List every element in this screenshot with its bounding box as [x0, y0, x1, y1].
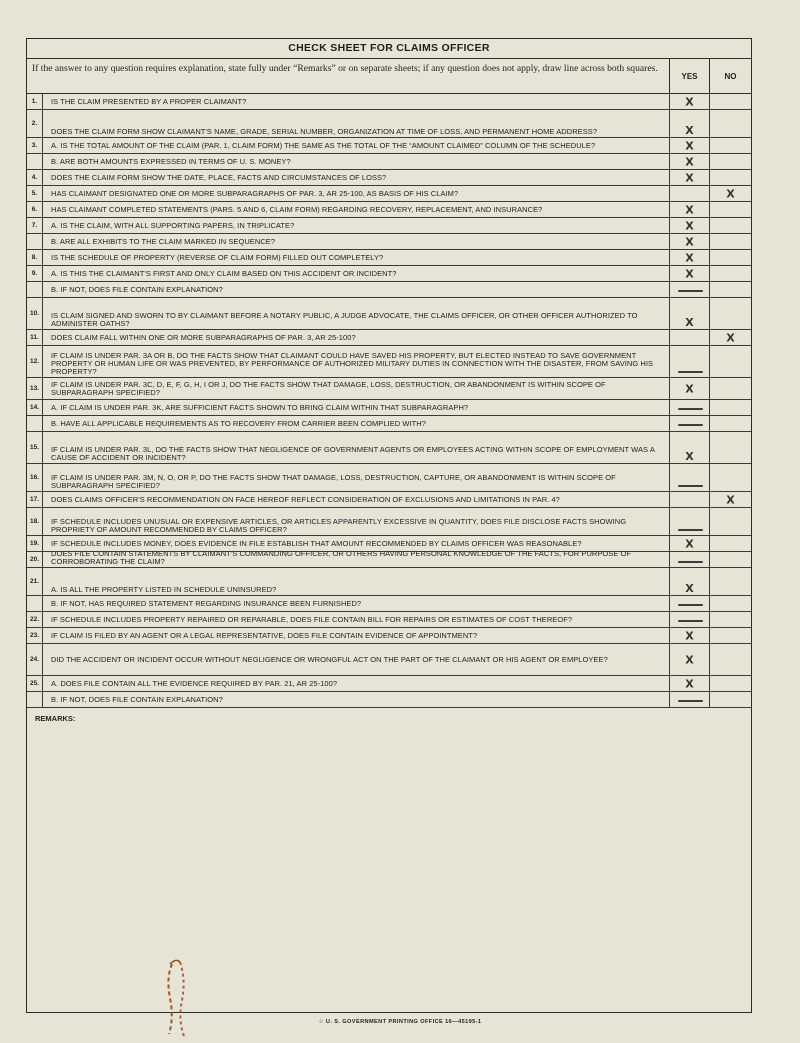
no-checkbox[interactable] [709, 536, 751, 551]
question-text: A. IS THE TOTAL AMOUNT OF THE CLAIM (PAR. 1, CLAIM FORM) THE SAME AS THE TOTAL OF THE “AMOUNT CLAIMED” COLUMN OF THE SCHEDULE? [51, 140, 596, 150]
question-row [27, 282, 751, 298]
question-text-cell [43, 552, 669, 567]
check-mark: X [685, 155, 694, 168]
yes-checkbox[interactable] [669, 612, 709, 627]
yes-checkbox[interactable] [669, 676, 709, 691]
question-text: B. IF NOT, HAS REQUIRED STATEMENT REGARDING INSURANCE BEEN FURNISHED? [51, 598, 362, 608]
question-text: B. ARE BOTH AMOUNTS EXPRESSED IN TERMS OF U. S. MONEY? [51, 156, 291, 166]
no-checkbox[interactable] [709, 596, 751, 611]
not-applicable-line [678, 485, 703, 487]
printer-footer: ☆ U. S. GOVERNMENT PRINTING OFFICE 16—45195-1 [318, 1019, 482, 1025]
question-text-cell [43, 250, 669, 265]
question-number: 5. [27, 186, 43, 201]
question-row [27, 400, 751, 416]
check-mark: X [685, 139, 694, 152]
no-checkbox[interactable] [709, 612, 751, 627]
question-text-cell [43, 400, 669, 415]
question-text: B. HAVE ALL APPLICABLE REQUIREMENTS AS TO RECOVERY FROM CARRIER BEEN COMPLIED WITH? [51, 418, 426, 428]
question-number [27, 234, 43, 249]
yes-checkbox[interactable] [669, 400, 709, 415]
question-row [27, 416, 751, 432]
no-checkbox[interactable] [709, 692, 751, 707]
not-applicable-line [678, 604, 703, 606]
question-text: DID THE ACCIDENT OR INCIDENT OCCUR WITHOUT NEGLIGENCE OR WRONGFUL ACT ON THE PART OF THE CLAIMANT OR HIS AGENT OR EMPLOYEE? [51, 654, 608, 664]
yes-checkbox[interactable] [669, 464, 709, 491]
yes-checkbox[interactable] [669, 154, 709, 169]
question-row [27, 568, 751, 596]
question-row [27, 218, 751, 234]
no-checkbox[interactable] [709, 154, 751, 169]
question-text-cell [43, 110, 669, 137]
question-text: B. IF NOT, DOES FILE CONTAIN EXPLANATION? [51, 694, 223, 704]
yes-checkbox[interactable] [669, 432, 709, 463]
no-checkbox[interactable] [709, 266, 751, 281]
no-checkbox[interactable] [709, 464, 751, 491]
check-mark: X [685, 95, 694, 108]
yes-checkbox[interactable] [669, 378, 709, 399]
no-checkbox[interactable] [709, 250, 751, 265]
yes-checkbox[interactable] [669, 110, 709, 137]
yes-checkbox[interactable] [669, 692, 709, 707]
question-text-cell [43, 644, 669, 675]
not-applicable-line [678, 561, 703, 563]
question-row [27, 536, 751, 552]
no-checkbox[interactable] [709, 202, 751, 217]
no-checkbox[interactable] [709, 110, 751, 137]
question-row [27, 644, 751, 676]
question-text: DOES THE CLAIM FORM SHOW CLAIMANT'S NAME, GRADE, SERIAL NUMBER, ORGANIZATION AT TIME OF LOSS, AND PERMANENT HOME ADDRESS? [51, 127, 598, 136]
no-checkbox[interactable] [709, 676, 751, 691]
yes-checkbox[interactable] [669, 536, 709, 551]
question-number: 20. [27, 552, 43, 567]
yes-checkbox[interactable] [669, 218, 709, 233]
question-row [27, 170, 751, 186]
question-text-cell [43, 508, 669, 535]
no-checkbox[interactable] [709, 400, 751, 415]
check-sheet [26, 38, 752, 1013]
question-text: IF SCHEDULE INCLUDES MONEY, DOES EVIDENCE IN FILE ESTABLISH THAT AMOUNT RECOMMENDED BY CLAIMS OFFICER WAS REASONABLE? [51, 538, 582, 548]
form-title: CHECK SHEET FOR CLAIMS OFFICER [27, 39, 751, 59]
question-row [27, 186, 751, 202]
question-row [27, 492, 751, 508]
question-text-cell [43, 692, 669, 707]
not-applicable-line [678, 529, 703, 531]
question-text-cell [43, 330, 669, 345]
question-number: 18. [27, 508, 43, 535]
question-text-cell [43, 202, 669, 217]
remarks-label: REMARKS: [35, 714, 76, 723]
question-row [27, 596, 751, 612]
question-text-cell [43, 218, 669, 233]
check-mark: X [685, 219, 694, 232]
question-text-cell [43, 536, 669, 551]
question-row [27, 692, 751, 708]
question-text: IS THE CLAIM PRESENTED BY A PROPER CLAIMANT? [51, 96, 247, 106]
question-number: 16. [27, 464, 43, 491]
question-text: IF SCHEDULE INCLUDES PROPERTY REPAIRED OR REPARABLE, DOES FILE CONTAIN BILL FOR REPAIRS OR ESTIMATES OF COST THEREOF? [51, 614, 573, 624]
no-checkbox[interactable] [709, 234, 751, 249]
question-number: 3. [27, 138, 43, 153]
yes-checkbox[interactable] [669, 508, 709, 535]
question-text-cell [43, 282, 669, 297]
question-text-cell [43, 138, 669, 153]
question-number: 12. [27, 346, 43, 377]
yes-checkbox[interactable] [669, 552, 709, 567]
question-text-cell [43, 596, 669, 611]
question-text: DOES CLAIMS OFFICER'S RECOMMENDATION ON FACE HEREOF REFLECT CONSIDERATION OF EXCLUSIONS AND LIMITATIONS IN PAR. 4? [51, 494, 560, 504]
question-text-cell [43, 298, 669, 329]
yes-checkbox[interactable] [669, 94, 709, 109]
not-applicable-line [678, 424, 703, 426]
question-text-cell [43, 416, 669, 431]
question-text: A. IS THIS THE CLAIMANT'S FIRST AND ONLY CLAIM BASED ON THIS ACCIDENT OR INCIDENT? [51, 268, 397, 278]
no-checkbox[interactable] [709, 186, 751, 201]
check-mark: X [685, 171, 694, 184]
question-list [27, 94, 751, 708]
yes-checkbox[interactable] [669, 138, 709, 153]
question-text-cell [43, 170, 669, 185]
yes-checkbox[interactable] [669, 492, 709, 507]
check-mark: X [685, 203, 694, 216]
question-number [27, 282, 43, 297]
yes-checkbox[interactable] [669, 186, 709, 201]
question-number: 14. [27, 400, 43, 415]
question-text: IF SCHEDULE INCLUDES UNUSUAL OR EXPENSIVE ARTICLES, OR ARTICLES APPARENTLY EXCESSIVE IN QUANTITY, DOES FILE DISCLOSE FACTS SHOWING PROPRIETY OF AMOUNT RECOMMENDED BY CLAIMS OFFICER? [51, 517, 627, 534]
question-text: IF CLAIM IS FILED BY AN AGENT OR A LEGAL REPRESENTATIVE, DOES FILE CONTAIN EVIDENCE OF APPOINTMENT? [51, 630, 478, 640]
no-checkbox[interactable] [709, 432, 751, 463]
question-row [27, 378, 751, 400]
yes-checkbox[interactable] [669, 644, 709, 675]
question-text-cell [43, 432, 669, 463]
question-number: 17. [27, 492, 43, 507]
question-number: 10. [27, 298, 43, 329]
question-number [27, 596, 43, 611]
question-text-cell [43, 94, 669, 109]
staple-mark [160, 958, 196, 1038]
no-checkbox[interactable] [709, 218, 751, 233]
no-checkbox[interactable] [709, 94, 751, 109]
question-text: B. ARE ALL EXHIBITS TO THE CLAIM MARKED IN SEQUENCE? [51, 236, 276, 246]
yes-checkbox[interactable] [669, 282, 709, 297]
question-number [27, 692, 43, 707]
yes-checkbox[interactable] [669, 568, 709, 595]
question-number: 1. [27, 94, 43, 109]
question-number [27, 154, 43, 169]
question-number: 22. [27, 612, 43, 627]
question-text: A. DOES FILE CONTAIN ALL THE EVIDENCE REQUIRED BY PAR. 21, AR 25-100? [51, 678, 338, 688]
question-text: HAS CLAIMANT COMPLETED STATEMENTS (PARS. 5 AND 6, CLAIM FORM) REGARDING RECOVERY, REPLACEMENT, AND INSURANCE? [51, 204, 543, 214]
no-checkbox[interactable] [709, 170, 751, 185]
check-mark: X [685, 267, 694, 280]
question-number: 23. [27, 628, 43, 643]
question-text: IS THE SCHEDULE OF PROPERTY (REVERSE OF CLAIM FORM) FILLED OUT COMPLETELY? [51, 252, 384, 262]
question-row [27, 346, 751, 378]
question-row [27, 154, 751, 170]
question-text-cell [43, 234, 669, 249]
not-applicable-line [678, 408, 703, 410]
yes-checkbox[interactable] [669, 266, 709, 281]
question-text: DOES THE CLAIM FORM SHOW THE DATE, PLACE, FACTS AND CIRCUMSTANCES OF LOSS? [51, 172, 387, 182]
question-text: IF CLAIM IS UNDER PAR. 3L, DO THE FACTS SHOW THAT NEGLIGENCE OF GOVERNMENT AGENTS OR EMPLOYEES ACTING WITHIN SCOPE OF EMPLOYMENT WAS A CAUSE OF ACCIDENT OR INCIDENT? [51, 445, 655, 462]
question-number: 25. [27, 676, 43, 691]
yes-checkbox[interactable] [669, 170, 709, 185]
question-row [27, 612, 751, 628]
question-number: 21. [27, 568, 43, 595]
question-text-cell [43, 628, 669, 643]
yes-checkbox[interactable] [669, 234, 709, 249]
no-checkbox[interactable] [709, 628, 751, 643]
not-applicable-line [678, 700, 703, 702]
question-number: 2. [27, 110, 43, 137]
yes-checkbox[interactable] [669, 596, 709, 611]
question-text-cell [43, 464, 669, 491]
question-row [27, 330, 751, 346]
question-text: A. IF CLAIM IS UNDER PAR. 3K, ARE SUFFICIENT FACTS SHOWN TO BRING CLAIM WITHIN THAT SUBPARAGRAPH? [51, 402, 469, 412]
no-column-header: NO [709, 59, 751, 93]
question-text: A. IS THE CLAIM, WITH ALL SUPPORTING PAPERS, IN TRIPLICATE? [51, 220, 295, 230]
no-checkbox[interactable] [709, 416, 751, 431]
question-text-cell [43, 266, 669, 281]
question-text-cell [43, 186, 669, 201]
no-checkbox[interactable] [709, 378, 751, 399]
question-text-cell [43, 154, 669, 169]
question-number: 19. [27, 536, 43, 551]
question-row [27, 266, 751, 282]
check-mark: X [685, 382, 694, 395]
yes-checkbox[interactable] [669, 330, 709, 345]
check-mark: X [685, 537, 694, 550]
yes-checkbox[interactable] [669, 250, 709, 265]
question-text: IF CLAIM IS UNDER PAR. 3A OR B, DO THE FACTS SHOW THAT CLAIMANT COULD HAVE SAVED HIS PROPERTY, BUT ELECTED INSTEAD TO SAVE GOVERNMENT PROPERTY OR HUMAN LIFE OR WAS PREVENTED, BY PERFORMANCE OF AUTHORIZED MILITARY DUTIES IN CONNECTION WITH THE DISASTER, FROM SAVING HIS PROPERTY? [51, 351, 654, 376]
question-row [27, 110, 751, 138]
check-mark: X [685, 251, 694, 264]
question-number [27, 416, 43, 431]
question-row [27, 464, 751, 492]
yes-checkbox[interactable] [669, 298, 709, 329]
yes-checkbox[interactable] [669, 628, 709, 643]
check-mark: X [685, 235, 694, 248]
yes-checkbox[interactable] [669, 346, 709, 377]
no-checkbox[interactable] [709, 330, 751, 345]
yes-checkbox[interactable] [669, 202, 709, 217]
no-checkbox[interactable] [709, 138, 751, 153]
no-checkbox[interactable] [709, 508, 751, 535]
question-row [27, 202, 751, 218]
yes-column-header: YES [669, 59, 709, 93]
question-text-cell [43, 492, 669, 507]
not-applicable-line [678, 620, 703, 622]
no-checkbox[interactable] [709, 298, 751, 329]
question-row [27, 94, 751, 110]
question-text-cell [43, 612, 669, 627]
question-row [27, 250, 751, 266]
no-checkbox[interactable] [709, 568, 751, 595]
question-text: DOES FILE CONTAIN STATEMENTS BY CLAIMANT'S COMMANDING OFFICER, OR OTHERS HAVING PERSONAL KNOWLEDGE OF THE FACTS, FOR PURPOSE OF CORROBORATING THE CLAIM? [51, 552, 632, 566]
question-text-cell [43, 346, 669, 377]
question-row [27, 628, 751, 644]
check-mark: X [685, 582, 694, 595]
check-mark: X [685, 450, 694, 463]
question-row [27, 552, 751, 568]
check-mark: X [685, 316, 694, 329]
question-text: DOES CLAIM FALL WITHIN ONE OR MORE SUBPARAGRAPHS OF PAR. 3, AR 25-100? [51, 332, 356, 342]
check-mark: X [685, 653, 694, 666]
question-row [27, 298, 751, 330]
question-text: IF CLAIM IS UNDER PAR. 3M, N, O, OR P, DO THE FACTS SHOW THAT DAMAGE, LOSS, DESTRUCTION, CAPTURE, OR ABANDONMENT IS WITHIN SCOPE OF SUBPARAGRAPH SPECIFIED? [51, 473, 616, 490]
question-number: 4. [27, 170, 43, 185]
no-checkbox[interactable] [709, 282, 751, 297]
question-text: IS CLAIM SIGNED AND SWORN TO BY CLAIMANT BEFORE A NOTARY PUBLIC, A JUDGE ADVOCATE, THE CLAIMS OFFICER, OR OTHER OFFICER AUTHORIZED TO ADMINISTER OATHS? [51, 311, 638, 328]
check-mark: X [726, 187, 735, 200]
no-checkbox[interactable] [709, 552, 751, 567]
printer-footer-text: U. S. GOVERNMENT PRINTING OFFICE 16—45195-1 [325, 1019, 482, 1025]
question-row [27, 432, 751, 464]
not-applicable-line [678, 371, 703, 373]
question-text: A. IS ALL THE PROPERTY LISTED IN SCHEDULE UNINSURED? [51, 585, 277, 594]
question-number: 13. [27, 378, 43, 399]
check-mark: X [685, 124, 694, 137]
check-mark: X [685, 629, 694, 642]
question-number: 8. [27, 250, 43, 265]
question-text-cell [43, 568, 669, 595]
not-applicable-line [678, 290, 703, 292]
question-text: IF CLAIM IS UNDER PAR. 3C, D, E, F, G, H, I OR J, DO THE FACTS SHOW THAT DAMAGE, LOSS, DESTRUCTION, OR ABANDONMENT IS WITHIN SCOPE OF SUBPARAGRAPH SPECIFIED? [51, 379, 606, 397]
check-mark: X [726, 493, 735, 506]
question-number: 7. [27, 218, 43, 233]
question-number: 24. [27, 644, 43, 675]
no-checkbox[interactable] [709, 644, 751, 675]
question-row [27, 676, 751, 692]
check-mark: X [685, 677, 694, 690]
question-number: 9. [27, 266, 43, 281]
question-number: 6. [27, 202, 43, 217]
question-row [27, 234, 751, 250]
yes-checkbox[interactable] [669, 416, 709, 431]
no-checkbox[interactable] [709, 346, 751, 377]
question-row [27, 138, 751, 154]
check-mark: X [726, 331, 735, 344]
question-row [27, 508, 751, 536]
question-text: HAS CLAIMANT DESIGNATED ONE OR MORE SUBPARAGRAPHS OF PAR. 3, AR 25-100, AS BASIS OF HIS CLAIM? [51, 188, 459, 198]
question-number: 11. [27, 330, 43, 345]
question-text-cell [43, 378, 669, 399]
question-number: 15. [27, 432, 43, 463]
instructions: If the answer to any question requires explanation, state fully under “Remarks” or on separate sheets; if any question does not apply, draw line across both squares. [32, 63, 658, 74]
question-text: B. IF NOT, DOES FILE CONTAIN EXPLANATION? [51, 284, 223, 294]
no-checkbox[interactable] [709, 492, 751, 507]
question-text-cell [43, 676, 669, 691]
header-row [27, 59, 751, 94]
